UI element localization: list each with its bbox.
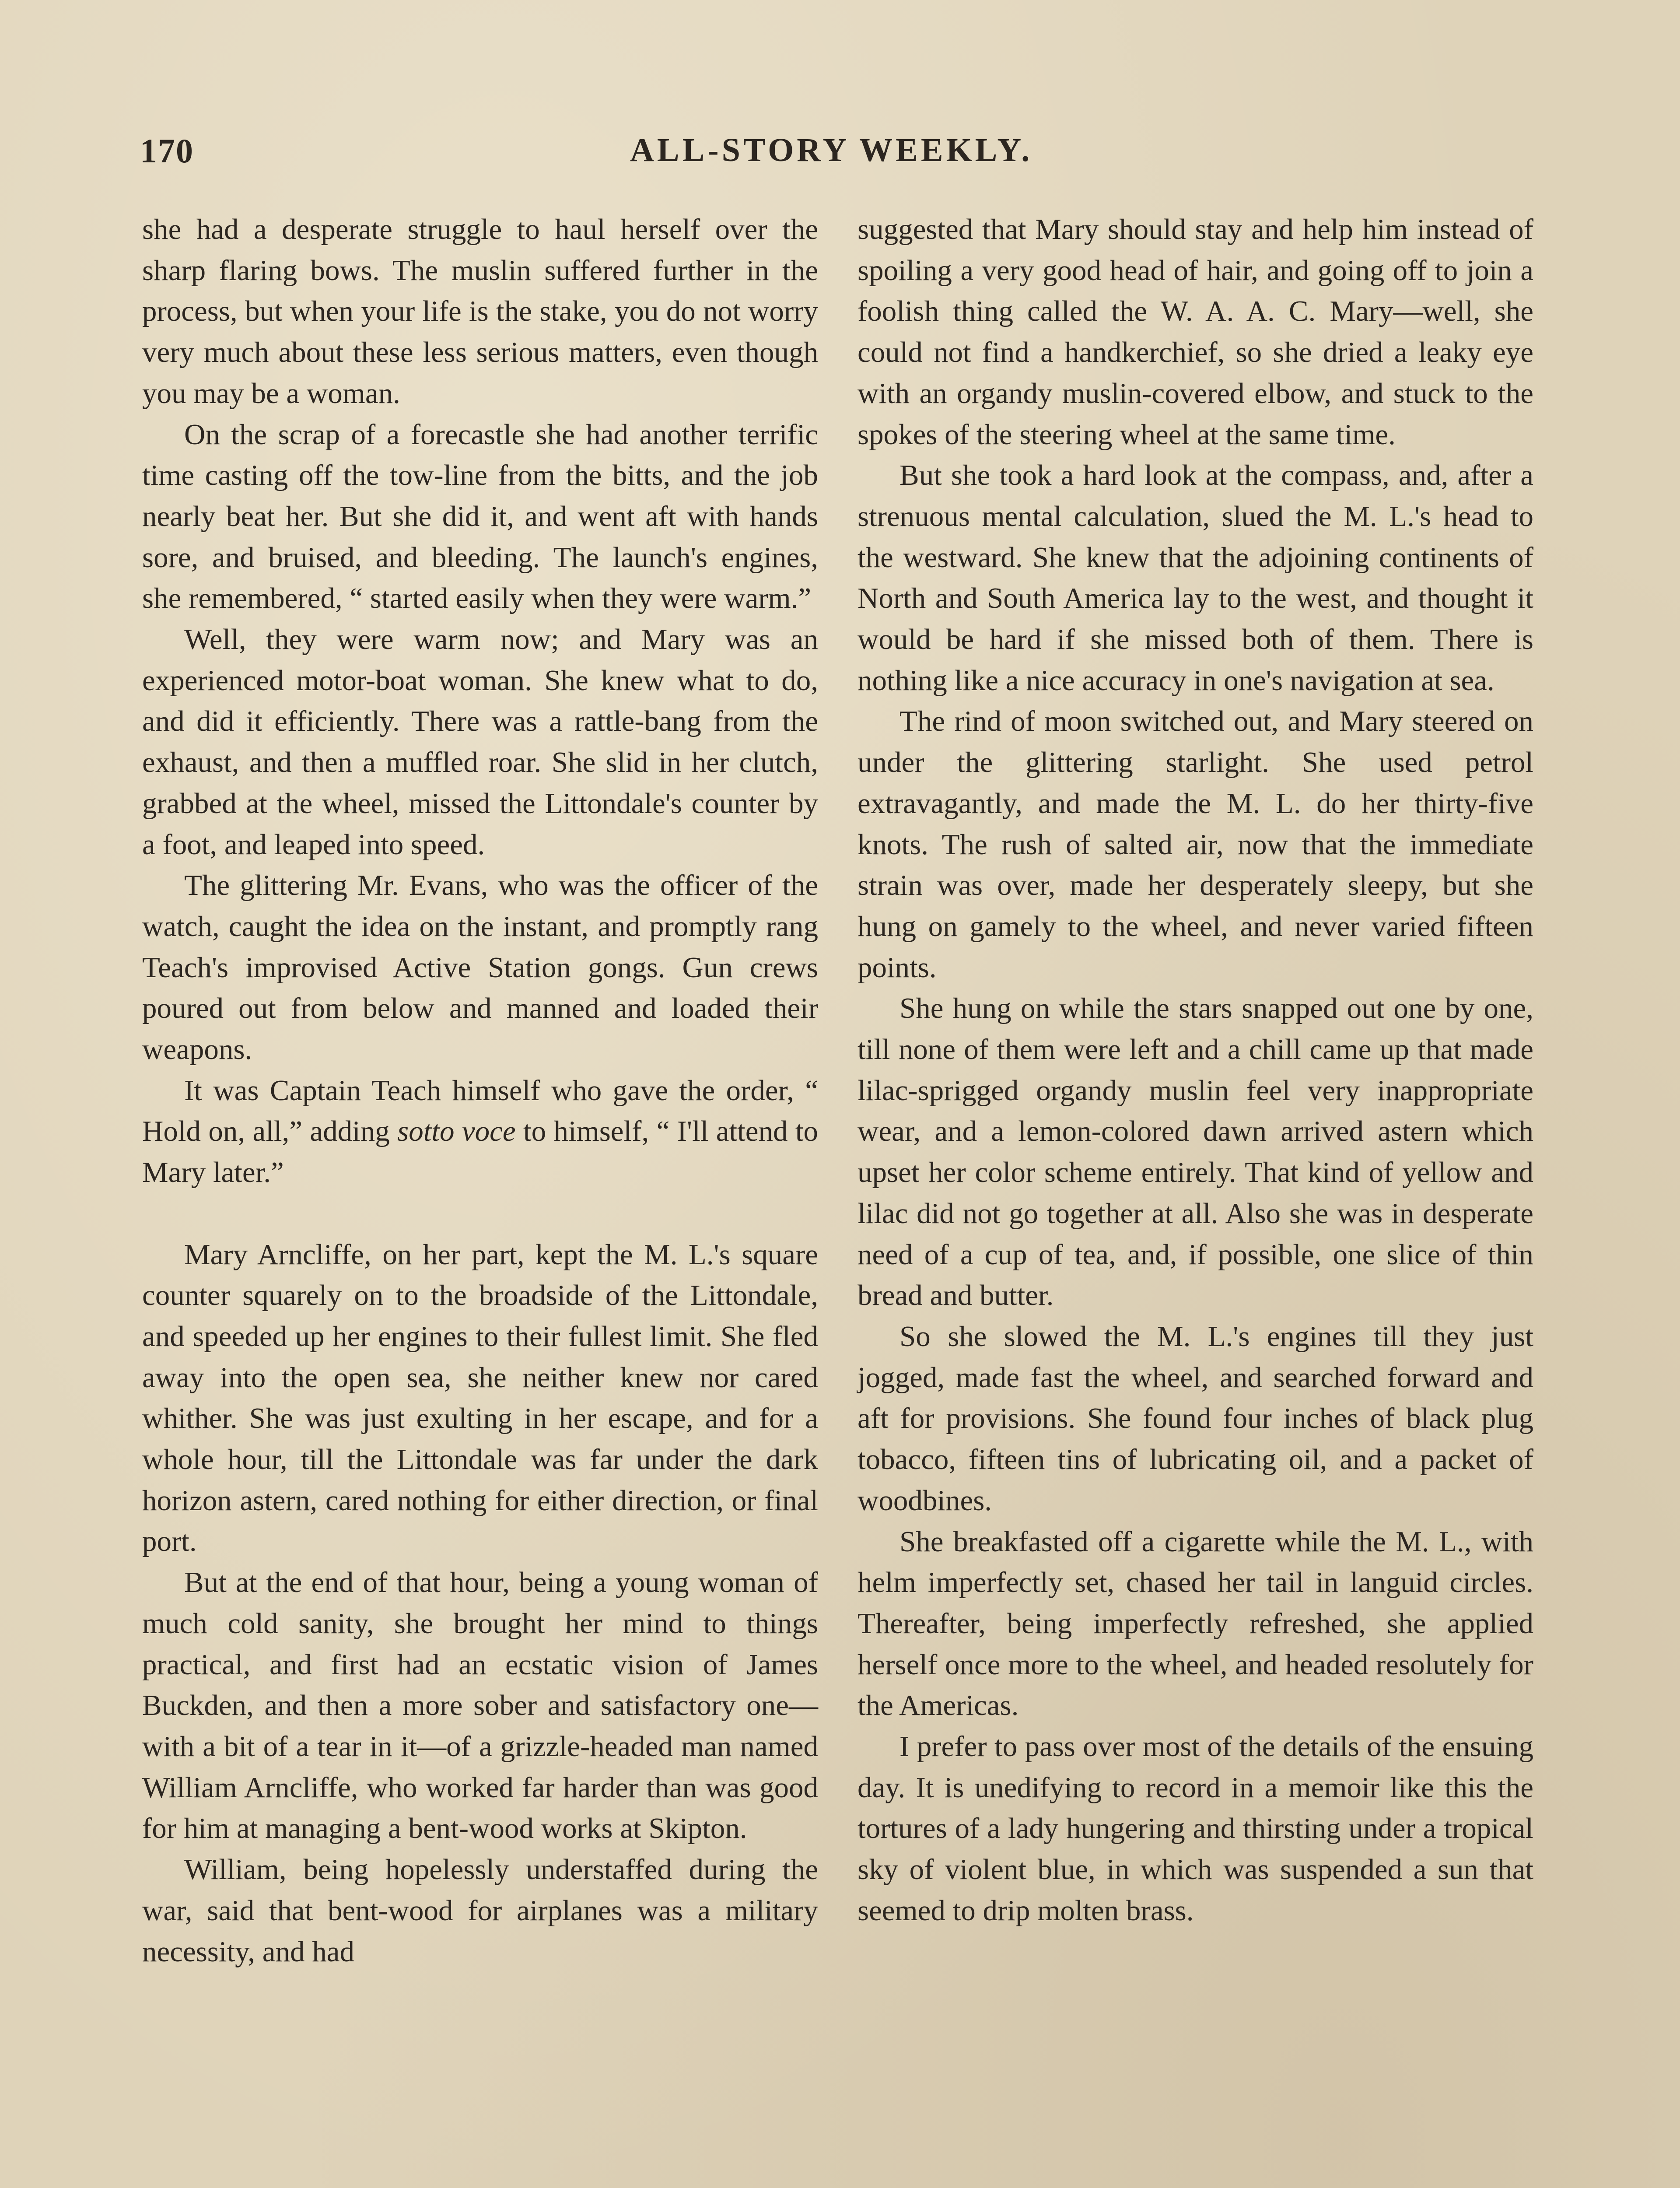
paragraph: The glittering Mr. Evans, who was the officer of the watch, caught the idea on the instant, and promptly rang Teach's improvised Active Station gongs. Gun crews poured out from below and manned and loaded their weapons.: [142, 869, 818, 1066]
paragraph-text: It was Captain Teach himself who gave the order, “ Hold on, all,” adding: [142, 1074, 818, 1148]
paragraph: She hung on while the stars snapped out one by one, till none of them were left and a chill came up that made lilac-sprigged organdy muslin feel very inappropriate wear, and a lemon-colored dawn arrived astern which upset her color scheme entirely. That kind of yellow and lilac did not go together at all. Also she was in desperate need of a cup of tea, and, if possible, one slice of thin bread and butter.: [858, 992, 1533, 1312]
paragraph: On the scrap of a forecastle she had another terrific time casting off the tow-line from the bitts, and the job nearly beat her. But she did it, and went aft with hands sore, and bruised, and bleeding. The launch's engines, she remembered, “ started easily when they were warm.”: [142, 418, 818, 615]
paragraph: I prefer to pass over most of the details of the ensuing day. It is unedifying to record in a memoir like this the tortures of a lady hungering and thirsting under a tropical sky of violent blue, in which was suspended a sun that seemed to drip molten brass.: [858, 1730, 1533, 1927]
paragraph: she had a desperate struggle to haul herself over the sharp flaring bows. The muslin suffered further in the process, but when your life is the stake, you do not worry very much about these less serious matters, even though you may be a woman.: [142, 213, 818, 410]
section-break: [142, 1193, 818, 1234]
paragraph: suggested that Mary should stay and help him instead of spoiling a very good head of hair, and going off to join a foolish thing called the W. A. A. C. Mary—well, she could not find a handkerchief, so she dried a leaky eye with an organdy muslin-covered elbow, and stuck to the spokes of the steering wheel at the same time.: [858, 213, 1533, 451]
paragraph: The rind of moon switched out, and Mary steered on under the glittering starlight. She used petrol extravagantly, and made the M. L. do her thirty-five knots. The rush of salted air, now that the immediate strain was over, made her desperately sleepy, but she hung on gamely to the wheel, and never varied fifteen points.: [858, 705, 1533, 984]
paragraph-text: to himself, “ I'll attend to Mary later.”: [142, 1115, 818, 1189]
right-column: [858, 209, 1533, 1932]
paragraph: [142, 1070, 818, 1193]
paragraph: Well, they were warm now; and Mary was an experienced motor-boat woman. She knew what to do, and did it efficiently. There was a rattle-bang from the exhaust, and then a muffled roar. She slid in her clutch, grabbed at the wheel, missed the Littondale's counter by a foot, and leaped into speed.: [142, 623, 818, 861]
page-number: 170: [140, 132, 194, 170]
paragraph: She breakfasted off a cigarette while the M. L., with helm imperfectly set, chased her tail in languid circles. Thereafter, being imperfectly refreshed, she applied herself once more to the wheel, and headed resolutely for the Americas.: [858, 1525, 1533, 1722]
paragraph: So she slowed the M. L.'s engines till they just jogged, made fast the wheel, and searched forward and aft for provisions. She found four inches of black plug tobacco, fifteen tins of lubricating oil, and a packet of woodbines.: [858, 1320, 1533, 1517]
paragraph: William, being hopelessly understaffed during the war, said that bent-wood for airplanes was a military necessity, and had: [142, 1853, 818, 1968]
paragraph: Mary Arncliffe, on her part, kept the M. L.'s square counter squarely on to the broadside of the Littondale, and speeded up her engines to their fullest limit. She fled away into the open sea, she neither knew nor cared whither. She was just exulting in her escape, and for a whole hour, till the Littondale was far under the dark horizon astern, cared nothing for either direction, or final port.: [142, 1238, 818, 1558]
italic-phrase: sotto voce: [397, 1115, 516, 1148]
paragraph: But at the end of that hour, being a young woman of much cold sanity, she brought her mind to things practical, and first had an ecstatic vision of James Buckden, and then a more sober and satisfactory one—with a bit of a tear in it—of a grizzle-headed man named William Arncliffe, who worked far harder than was good for him at managing a bent-wood works at Skipton.: [142, 1566, 818, 1845]
paragraph: But she took a hard look at the compass, and, after a strenuous mental calculation, slued the M. L.'s head to the westward. She knew that the adjoining continents of North and South America lay to the west, and thought it would be hard if she missed both of them. There is nothing like a nice accuracy in one's navigation at sea.: [858, 459, 1533, 697]
running-head: [140, 131, 1540, 184]
magazine-title: ALL-STORY WEEKLY.: [630, 132, 1033, 168]
left-column: [142, 209, 818, 1972]
